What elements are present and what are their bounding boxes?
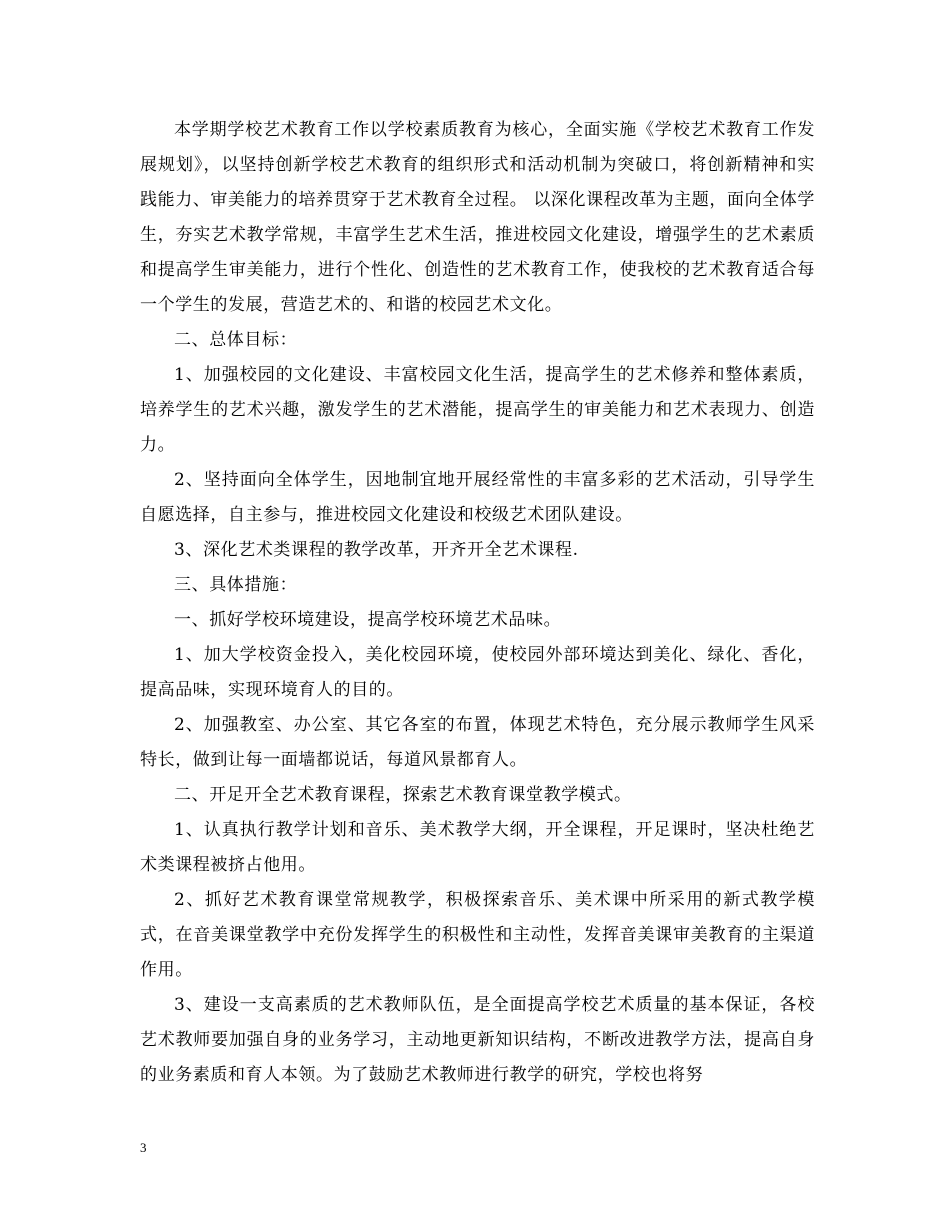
page-number: 3 (140, 1140, 147, 1155)
paragraph-environment-1: 1、加大学校资金投入，美化校园环境，使校园外部环境达到美化、绿化、香化，提高品味，实现环境育人的目的。 (140, 645, 815, 700)
document-body (140, 113, 815, 1093)
paragraph-goal-2: 2、坚持面向全体学生，因地制宜地开展经常性的丰富多彩的艺术活动，引导学生自愿选择，自主参与，推进校园文化建设和校级艺术团队建设。 (140, 470, 815, 525)
paragraph-courses-3: 3、建设一支高素质的艺术教师队伍，是全面提高学校艺术质量的基本保证，各校艺术教师要加强自身的业务学习，主动地更新知识结构，不断改进教学方法，提高自身的业务素质和育人本领。为了鼓励艺术教师进行教学的研究，学校也将努 (140, 995, 815, 1085)
subheading-courses: 二、开足开全艺术教育课程，探索艺术教育课堂教学模式。 (174, 785, 632, 805)
paragraph-environment-2: 2、加强教室、办公室、其它各室的布置，体现艺术特色，充分展示教师学生风采特长，做到让每一面墙都说话，每道风景都育人。 (140, 715, 815, 770)
paragraph-courses-2: 2、抓好艺术教育课堂常规教学，积极探索音乐、美术课中所采用的新式教学模式，在音美课堂教学中充份发挥学生的积极性和主动性，发挥音美课审美教育的主渠道作用。 (140, 890, 815, 980)
paragraph-intro: 本学期学校艺术教育工作以学校素质教育为核心，全面实施《学校艺术教育工作发展规划》，以坚持创新学校艺术教育的组织形式和活动机制为突破口，将创新精神和实践能力、审美能力的培养贯穿于艺术教育全过程。 以深化课程改革为主题，面向全体学生，夯实艺术教学常规，丰富学生艺术生活，推进校园文化建设，增强学生的艺术素质和提高学生审美能力，进行个性化、创造性的艺术教育工作，使我校的艺术教育适合每一个学生的发展，营造艺术的、和谐的校园艺术文化。 (140, 120, 815, 315)
heading-overall-goals: 二、总体目标： (174, 330, 298, 350)
subheading-environment: 一、抓好学校环境建设，提高学校环境艺术品味。 (174, 610, 562, 630)
paragraph-courses-1: 1、认真执行教学计划和音乐、美术教学大纲，开全课程，开足课时，坚决杜绝艺术类课程被挤占他用。 (140, 820, 815, 875)
paragraph-goal-1: 1、加强校园的文化建设、丰富校园文化生活，提高学生的艺术修养和整体素质，培养学生的艺术兴趣，激发学生的艺术潜能，提高学生的审美能力和艺术表现力、创造力。 (140, 365, 815, 455)
heading-specific-measures: 三、具体措施： (174, 575, 298, 595)
paragraph-goal-3: 3、深化艺术类课程的教学改革，开齐开全艺术课程. (174, 540, 579, 560)
